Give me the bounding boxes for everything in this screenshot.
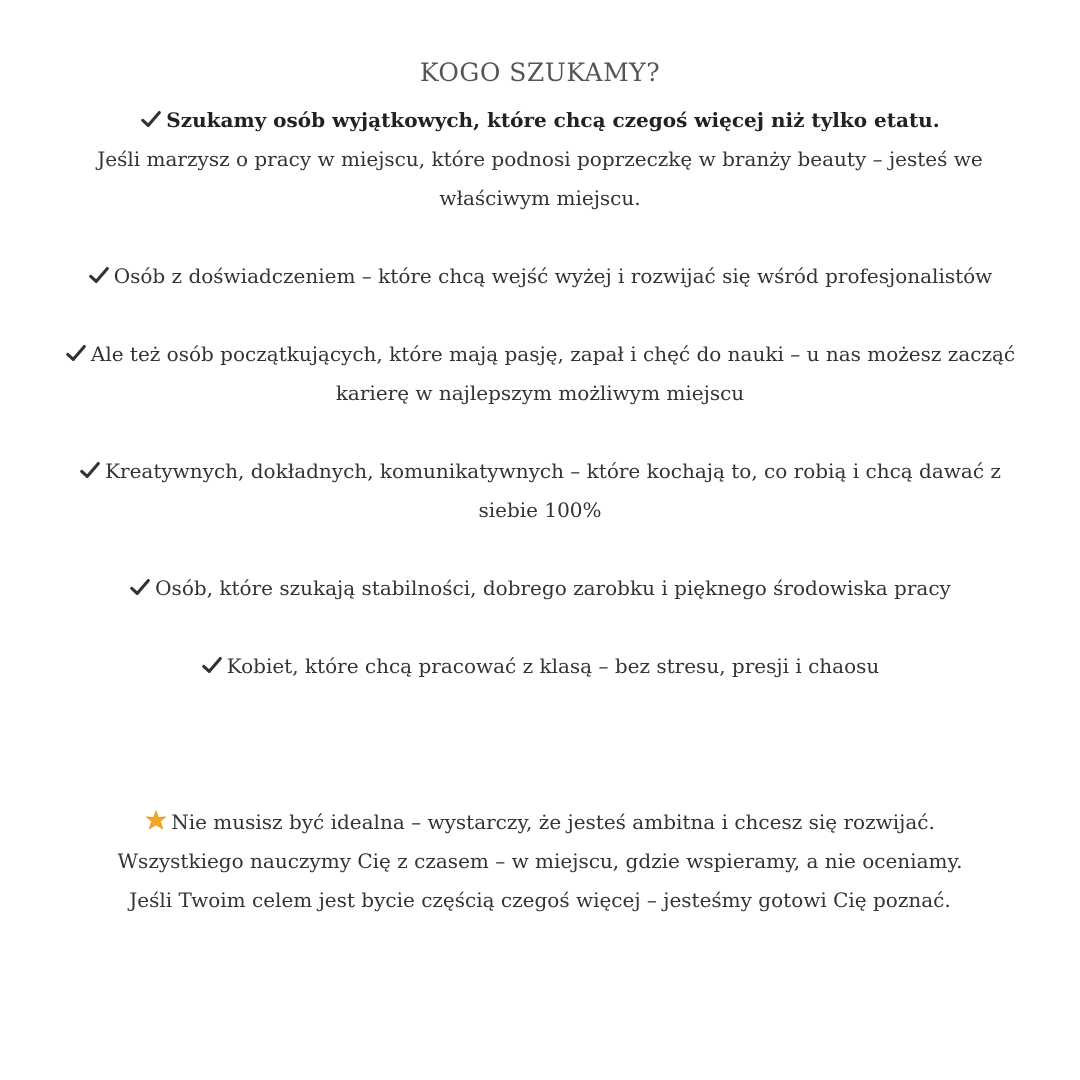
check-mark-icon [201,654,223,676]
check-mark-icon [129,576,151,598]
check-mark-icon [140,108,162,130]
list-item-text: Osób, które szukają stabilności, dobrego zarobku i pięknego środowiska pracy [155,576,951,600]
intro-block [56,101,1024,218]
page-title: KOGO SZUKAMY? [419,58,661,87]
list-item [56,569,1024,608]
check-mark-icon [65,342,87,364]
list-item [56,257,1024,296]
list-item-text: Kobiet, które chcą pracować z klasą – bez stresu, presji i chaosu [226,654,880,678]
list-item [56,452,1024,530]
list-item [56,647,1024,686]
intro-headline: Szukamy osób wyjątkowych, które chcą czegoś więcej niż tylko etatu. [166,108,940,132]
list-item-text: Ale też osób początkujących, które mają pasję, zapał i chęć do nauki – u nas możesz zacząć karierę w najlepszym możliwym miejscu [90,342,1016,405]
outro-line-3: Jeśli Twoim celem jest bycie częścią czegoś więcej – jesteśmy gotowi Cię poznać. [129,888,951,912]
list-item-text: Kreatywnych, dokładnych, komunikatywnych – które kochają to, co robią i chcą dawać z siebie 100% [105,459,1001,522]
outro-line-2: Wszystkiego nauczymy Cię z czasem – w miejscu, gdzie wspieramy, a nie oceniamy. [117,849,963,873]
check-mark-icon [88,264,110,286]
list-item [56,335,1024,413]
star-icon [145,810,167,832]
outro-line-1: Nie musisz być idealna – wystarczy, że jesteś ambitna i chcesz się rozwijać. [171,810,935,834]
outro-block [56,803,1024,920]
list-item-text: Osób z doświadczeniem – które chcą wejść wyżej i rozwijać się wśród profesjonalistów [113,264,993,288]
intro-text: Jeśli marzysz o pracy w miejscu, które podnosi poprzeczkę w branży beauty – jesteś we właściwym miejscu. [97,147,983,210]
check-mark-icon [79,459,101,481]
